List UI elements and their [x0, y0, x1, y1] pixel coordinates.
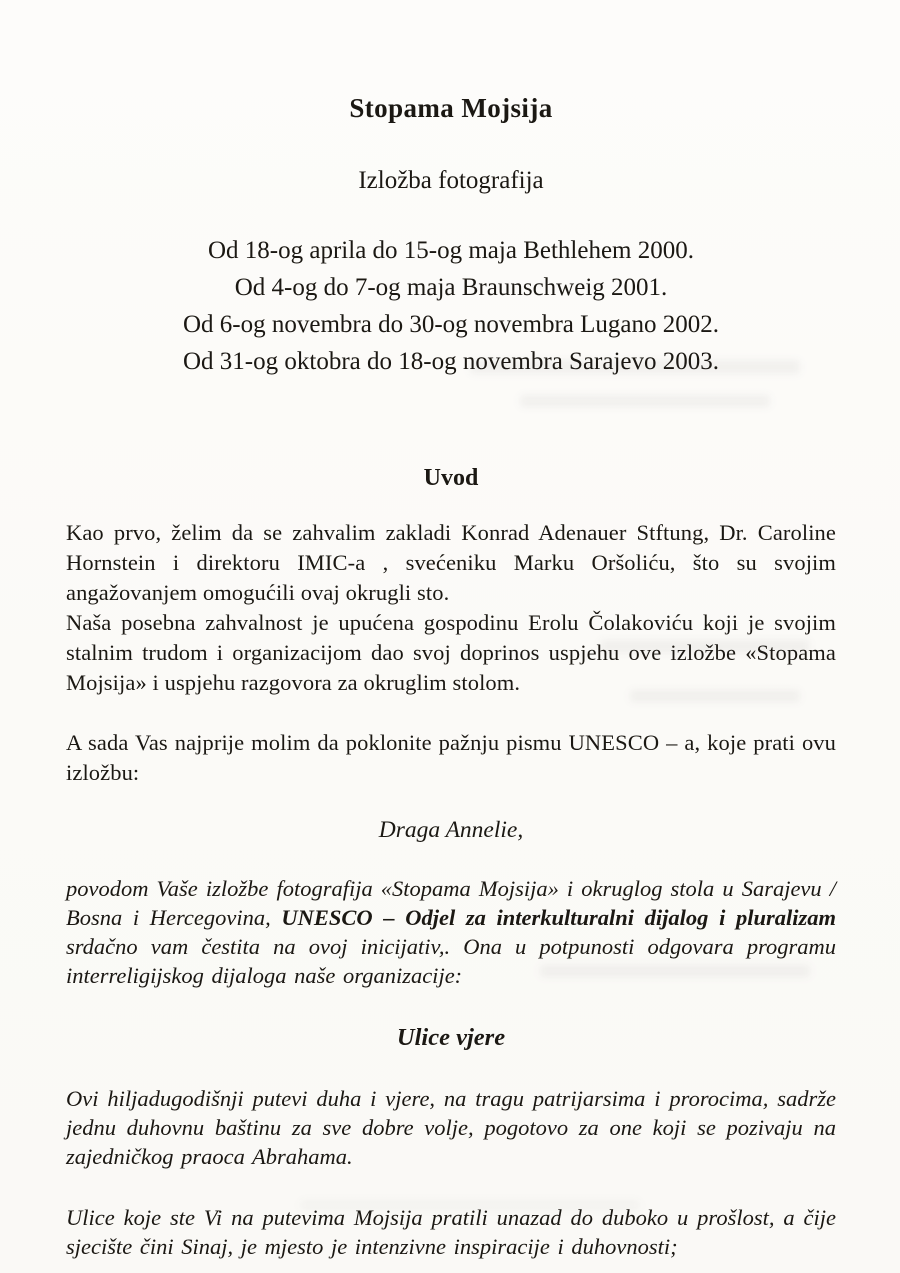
letter-paragraph-streets-of-faith: Ovi hiljadugodišnji putevi duha i vjere, na tragu patrijarsima i prorocima, sadrže jednu duhovnu baštinu za sve dobre volje, pogotovo za one koji se pozivaju na zajedničkog praoca Abrahama.	[66, 1086, 836, 1170]
exhibition-date-line: Od 6-og novembra do 30-og novembra Lugano 2002.	[183, 311, 719, 339]
letter-paragraph-congratulations	[66, 874, 836, 990]
exhibition-date-line: Od 31-og oktobra do 18-og novembra Sarajevo 2003.	[183, 348, 719, 376]
intro-paragraph-acknowledgement: Kao prvo, želim da se zahvalim zakladi Konrad Adenauer Stftung, Dr. Caroline Hornstein i direktoru IMIC-a , svećeniku Marku Oršoliću, što su svojim angažovanjem omogućili ovaj okrugli sto.	[66, 520, 836, 606]
exhibition-dates-list	[66, 232, 836, 380]
letter-paragraph-part1: povodom Vaše izložbe fotografija «Stopama Mojsija» i okruglog stola u Sarajevu / Bosna i Hercegovina,	[66, 876, 836, 931]
exhibition-date-line: Od 4-og do 7-og maja Braunschweig 2001.	[234, 274, 668, 302]
intro-paragraph-unesco-letter-lead-in: A sada Vas najprije molim da poklonite pažnju pismu UNESCO – a, koje prati ovu izložbu:	[66, 730, 836, 786]
letter-paragraph-sinai: Ulice koje ste Vi na putevima Mojsija pratili unazad do duboko u prošlost, a čije sjecište čini Sinaj, je mjesto je intenzivne inspiracije i duhovnosti;	[66, 1205, 836, 1260]
exhibition-date-line: Od 18-og aprila do 15-og maja Bethlehem 2000.	[208, 237, 694, 265]
intro-section-heading: Uvod	[423, 465, 479, 492]
intro-paragraph-gratitude: Naša posebna zahvalnost je upućena gospodinu Erolu Čolakoviću koji je svojim stalnim trudom i organizacijom dao svoj doprinos uspjehu ove izložbe «Stopama Mojsija» i uspjehu razgovora za okruglim stolom.	[66, 610, 836, 696]
letter-paragraph-part2: srdačno vam čestita na ovoj inicijativ,. Ona u potpunosti odgovara programu interreligijskog dijaloga naše organizacije:	[66, 934, 836, 989]
scan-bleedthrough-artifact	[520, 395, 770, 407]
document-subtitle: Izložba fotografija	[358, 167, 544, 195]
document-title: Stopama Mojsija	[349, 93, 553, 124]
letter-unesco-department-name: UNESCO – Odjel za interkulturalni dijalog i pluralizam	[281, 905, 836, 931]
letter-section-heading: Ulice vjere	[396, 1024, 506, 1052]
letter-salutation: Draga Annelie,	[378, 817, 524, 844]
